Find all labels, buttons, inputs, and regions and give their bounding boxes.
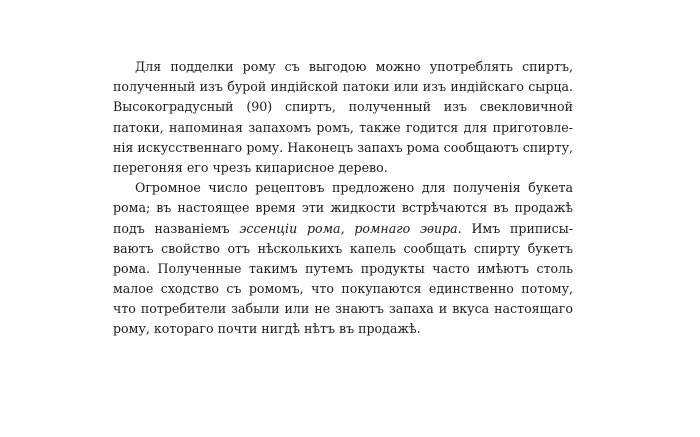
emphasized-term: эссенціи рома, ромнаго эѳира [239, 220, 458, 236]
text-line: патоки, напоминая запахомъ ромъ, также годится для приготовле- [113, 119, 573, 135]
text-line: ваютъ свойство отъ нѣсколькихъ капель сообщать спирту букетъ [113, 240, 573, 256]
text-line: рома. Полученные такимъ путемъ продукты часто имѣютъ столь [113, 260, 573, 276]
text-line: нія искусственнаго рому. Наконецъ запахъ рома сообщаютъ спирту, [113, 139, 573, 155]
text-line: Высокоградусный (90) спиртъ, полученный изъ свекловичной [113, 99, 573, 115]
text-line: рому, котораго почти нигдѣ нѣтъ въ продажѣ. [113, 321, 421, 337]
text-line: Для подделки рому съ выгодою можно употреблять спиртъ, [135, 59, 573, 74]
text-line [113, 219, 573, 239]
text-segment: подъ названіемъ [113, 220, 240, 236]
text-line: что потребители забыли или не знаютъ запаха и вкуса настоящаго [113, 301, 573, 317]
paragraph-2 [113, 178, 573, 340]
text-segment: . Имъ приписы- [457, 220, 573, 236]
text-line: малое сходство съ ромомъ, что покупаются единственно потому, [113, 281, 573, 297]
text-line: полученный изъ бурой индійской патоки или изъ индійскаго сырца. [113, 79, 573, 95]
text-line: Огромное число рецептовъ предложено для полученія букета [135, 180, 573, 196]
document-text [113, 57, 573, 340]
text-line: рома; въ настоящее время эти жидкости встрѣчаются въ продажѣ [113, 200, 573, 216]
paragraph-1 [113, 57, 573, 178]
text-line: перегоняя его чрезъ кипарисное дерево. [113, 159, 388, 175]
